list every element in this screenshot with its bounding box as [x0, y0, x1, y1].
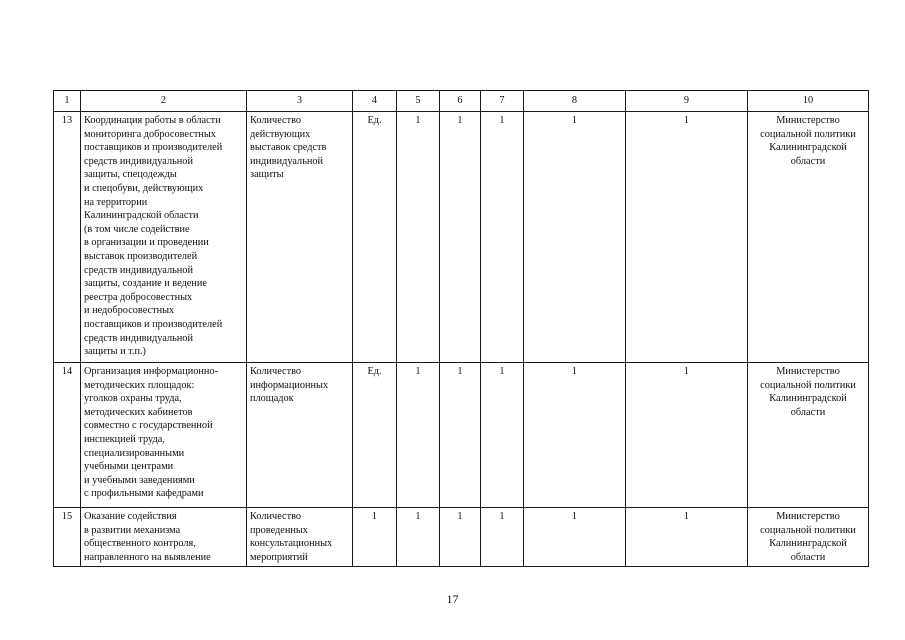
value-cell: 1 — [626, 112, 748, 363]
unit-cell: Ед. — [353, 112, 397, 363]
data-table — [53, 90, 869, 567]
value-cell: 1 — [524, 363, 626, 508]
value-cell: 1 — [397, 112, 440, 363]
value-cell: 1 — [481, 112, 524, 363]
unit-cell: 1 — [353, 508, 397, 567]
row-number: 13 — [54, 112, 81, 363]
page-number: 17 — [446, 592, 459, 606]
value-cell: 1 — [397, 508, 440, 567]
unit-cell: Ед. — [353, 363, 397, 508]
header-cell: 3 — [247, 91, 353, 112]
indicator-cell: Количество информационных площадок — [247, 363, 353, 508]
executor-cell: Министерство социальной политики Калининградской области — [748, 508, 869, 567]
header-cell: 7 — [481, 91, 524, 112]
activity-cell: Оказание содействия в развитии механизма общественного контроля, направленного на выявление — [81, 508, 247, 567]
indicator-cell: Количество проведенных консультационных мероприятий — [247, 508, 353, 567]
indicator-cell: Количество действующих выставок средств индивидуальной защиты — [247, 112, 353, 363]
activity-cell: Координация работы в области мониторинга добросовестных поставщиков и производителей средств индивидуальной защиты, спецодежды и спецобуви, действующих на территории Калининградской области (в том числе содействие в организации и проведении выставок производителей средств индивидуальной защиты, создание и ведение реестра добросовестных и недобросовестных поставщиков и производителей средств индивидуальной защиты и т.п.) — [81, 112, 247, 363]
header-cell: 10 — [748, 91, 869, 112]
value-cell: 1 — [440, 112, 481, 363]
executor-cell: Министерство социальной политики Калининградской области — [748, 112, 869, 363]
header-cell: 4 — [353, 91, 397, 112]
value-cell: 1 — [440, 508, 481, 567]
value-cell: 1 — [440, 363, 481, 508]
header-cell: 1 — [54, 91, 81, 112]
header-cell: 9 — [626, 91, 748, 112]
header-row — [54, 91, 869, 112]
row-number: 14 — [54, 363, 81, 508]
value-cell: 1 — [524, 112, 626, 363]
value-cell: 1 — [397, 363, 440, 508]
value-cell: 1 — [481, 508, 524, 567]
executor-cell: Министерство социальной политики Калининградской области — [748, 363, 869, 508]
value-cell: 1 — [626, 363, 748, 508]
value-cell: 1 — [481, 363, 524, 508]
value-cell: 1 — [524, 508, 626, 567]
header-cell: 6 — [440, 91, 481, 112]
header-cell: 5 — [397, 91, 440, 112]
header-cell: 8 — [524, 91, 626, 112]
activity-cell: Организация информационно- методических площадок: уголков охраны труда, методических кабинетов совместно с государственной инспекцией труда, специализированными учебными центрами и учебными заведениями с профильными кафедрами — [81, 363, 247, 508]
table-row — [54, 508, 869, 567]
table-row — [54, 363, 869, 508]
value-cell: 1 — [626, 508, 748, 567]
row-number: 15 — [54, 508, 81, 567]
header-cell: 2 — [81, 91, 247, 112]
table-row — [54, 112, 869, 363]
